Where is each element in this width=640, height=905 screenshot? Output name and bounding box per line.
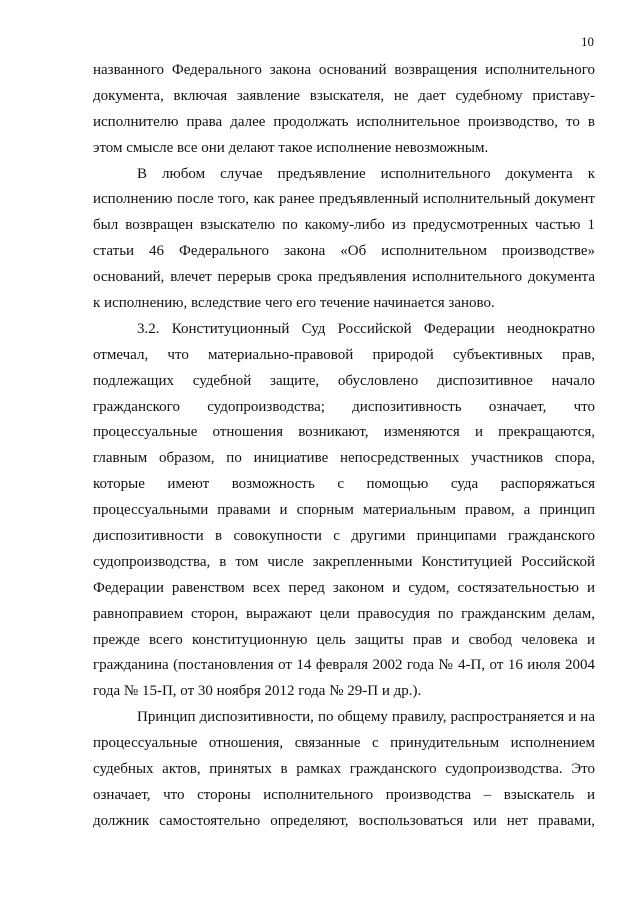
text-line: равноправием сторон, выражают цели правосудия по гражданским делам, <box>93 605 595 622</box>
text-line: к исполнению, вследствие чего его течение начинается заново. <box>93 295 495 312</box>
text-line: был возвращен взыскателю по какому-либо из предусмотренных частью 1 <box>93 217 595 234</box>
page-number: 10 <box>581 34 594 49</box>
text-line: гражданина (постановления от 14 февраля 2002 года № 4-П, от 16 июля 2004 <box>93 657 595 674</box>
text-line: В любом случае предъявление исполнительного документа к <box>137 165 595 182</box>
text-line: судопроизводства, в том числе закрепленными Конституцией Российской <box>93 553 595 570</box>
text-line: исполнению после того, как ранее предъявленный исполнительный документ <box>93 191 595 208</box>
text-line: этом смысле все они делают такое исполнение невозможным. <box>93 139 489 156</box>
text-line: Федерации равенством всех перед законом и судом, состязательностью и <box>93 579 595 596</box>
text-line: исполнителю права далее продолжать исполнительное производство, то в <box>93 113 595 130</box>
text-line: года № 15-П, от 30 ноября 2012 года № 29-П и др.). <box>93 683 422 700</box>
text-line: процессуальные отношения возникают, изменяются и прекращаются, <box>93 424 595 441</box>
text-line: диспозитивности в совокупности с другими принципами гражданского <box>93 528 595 545</box>
document-body <box>93 58 595 835</box>
text-line: отмечал, что материально-правовой природой субъективных прав, <box>93 346 595 363</box>
text-line: означает, что стороны исполнительного производства – взыскатель и <box>93 786 595 803</box>
text-line: статьи 46 Федерального закона «Об исполнительном производстве» <box>93 243 595 260</box>
text-line: главным образом, по инициативе непосредственных участников спора, <box>93 450 595 467</box>
text-line: прежде всего конституционную цель защиты прав и свобод человека и <box>93 631 595 648</box>
text-line: Принцип диспозитивности, по общему правилу, распространяется и на <box>137 709 595 726</box>
text-line: которые имеют возможность с помощью суда распоряжаться <box>93 476 595 493</box>
text-line: гражданского судопроизводства; диспозитивность означает, что <box>93 398 595 415</box>
text-line: подлежащих судебной защите, обусловлено диспозитивное начало <box>93 372 595 389</box>
text-line: оснований, влечет перерыв срока предъявления исполнительного документа <box>93 269 595 286</box>
text-line: 3.2. Конституционный Суд Российской Федерации неоднократно <box>137 320 595 337</box>
text-line: процессуальные отношения, связанные с принудительным исполнением <box>93 735 595 752</box>
text-line: процессуальными правами и спорным материальным правом, а принцип <box>93 502 595 519</box>
text-line: должник самостоятельно определяют, воспользоваться или нет правами, <box>93 812 595 829</box>
text-line: судебных актов, принятых в рамках гражданского судопроизводства. Это <box>93 761 595 778</box>
text-line: документа, включая заявление взыскателя, не дает судебному приставу- <box>93 87 595 104</box>
text-line: названного Федерального закона оснований возвращения исполнительного <box>93 62 595 78</box>
